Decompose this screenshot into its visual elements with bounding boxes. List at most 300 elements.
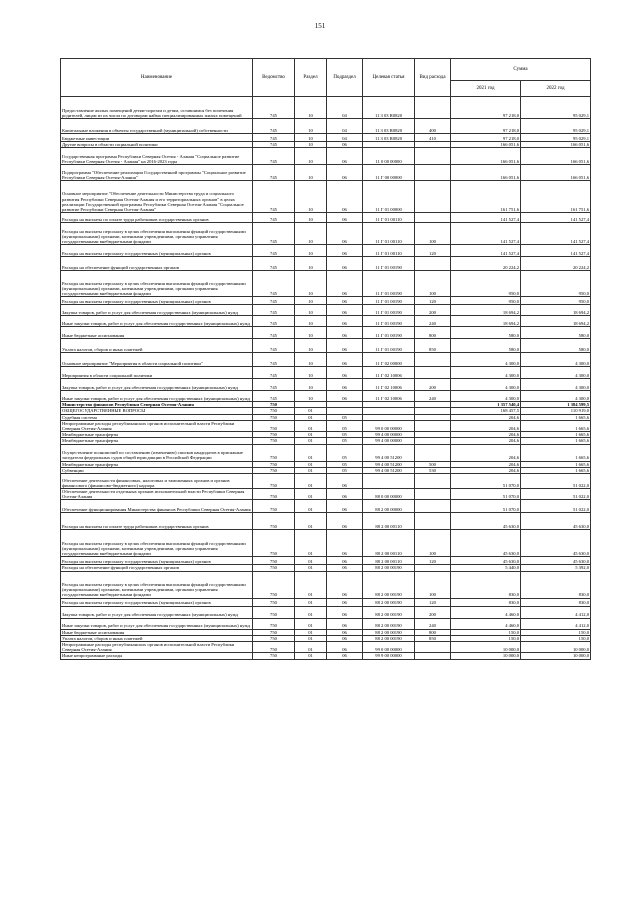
cell-name: Мероприятия в области социальной политики [61, 367, 253, 379]
cell-target: 11 3 03 R0820 [363, 134, 415, 142]
table-row [61, 97, 591, 119]
cell-sum-2021: 4 300,0 [451, 367, 521, 379]
cell-ministry: 750 [253, 444, 295, 461]
cell-target: 99 9 00 00000 [363, 653, 415, 659]
cell-ministry: 745 [253, 134, 295, 142]
cell-target: 88 2 00 00190 [363, 635, 415, 641]
cell-section: 10 [295, 257, 327, 271]
cell-sum-2022: 4 300,0 [521, 379, 591, 391]
cell-sum-2022: 5 392,0 [521, 565, 591, 571]
cell-subsection: 06 [327, 489, 363, 500]
cell-sum-2021: 4 300,0 [451, 353, 521, 367]
cell-expense-type: 120 [415, 557, 451, 565]
cell-name: Иные закупки товаров, работ и услуг для обеспечения государственных (муниципальных) нужд [61, 391, 253, 402]
cell-sum-2021: 18 694,2 [451, 316, 521, 327]
cell-expense-type: 100 [415, 223, 451, 245]
cell-sum-2021: 45 630,0 [451, 513, 521, 530]
table-row [61, 653, 591, 659]
cell-subsection: 05 [327, 461, 363, 467]
cell-section: 10 [295, 142, 327, 148]
cell-expense-type [415, 213, 451, 223]
cell-target: 11 3 03 R0820 [363, 119, 415, 134]
cell-expense-type [415, 420, 451, 431]
cell-subsection: 06 [327, 571, 363, 598]
cell-section: 01 [295, 598, 327, 606]
cell-ministry: 750 [253, 402, 295, 408]
cell-name: Предоставление жилых помещений детям-сиротам и детям, оставшимся без попечения родителей, лицам из их числа по договорам найма специализированных жилых помещений [61, 97, 253, 119]
table-row [61, 134, 591, 142]
cell-sum-2022: 110 919,0 [521, 408, 591, 414]
cell-expense-type [415, 474, 451, 489]
cell-name: Закупка товаров, работ и услуг для обеспечения государственных (муниципальных) нужд [61, 305, 253, 316]
cell-ministry: 750 [253, 598, 295, 606]
cell-section: 01 [295, 557, 327, 565]
table-row [61, 367, 591, 379]
cell-section: 10 [295, 391, 327, 402]
cell-subsection: 06 [327, 629, 363, 635]
cell-target: 99 4 00 51200 [363, 461, 415, 467]
cell-section: 10 [295, 379, 327, 391]
cell-expense-type: 240 [415, 391, 451, 402]
cell-section: 10 [295, 148, 327, 165]
cell-sum-2021: 97 218,0 [451, 134, 521, 142]
cell-name: Расходы на обеспечение функций государственных органов [61, 565, 253, 571]
cell-sum-2021: 51 070,0 [451, 474, 521, 489]
cell-section: 01 [295, 420, 327, 431]
cell-subsection: 06 [327, 271, 363, 297]
table-row [61, 257, 591, 271]
cell-expense-type: 500 [415, 461, 451, 467]
cell-sum-2022: 580,0 [521, 327, 591, 339]
cell-target: 88 2 00 00000 [363, 500, 415, 513]
cell-target: 11 Г 01 00190 [363, 327, 415, 339]
table-row [61, 148, 591, 165]
cell-target: 88 2 00 00190 [363, 571, 415, 598]
cell-expense-type: 100 [415, 571, 451, 598]
cell-subsection: 06 [327, 353, 363, 367]
cell-ministry: 750 [253, 635, 295, 641]
cell-ministry: 750 [253, 653, 295, 659]
cell-target [363, 474, 415, 489]
cell-sum-2022: 95 029,1 [521, 119, 591, 134]
cell-target: 88 2 00 00190 [363, 618, 415, 629]
cell-sum-2021: 97 218,0 [451, 119, 521, 134]
cell-section: 01 [295, 461, 327, 467]
cell-sum-2021: 4 300,0 [451, 391, 521, 402]
cell-target: 99 4 00 00000 [363, 438, 415, 444]
cell-name: Непрограммные расходы республиканских органов исполнительной власти Республики Северная Осетия-Алания [61, 420, 253, 431]
cell-ministry: 750 [253, 500, 295, 513]
cell-ministry: 745 [253, 316, 295, 327]
table-row [61, 213, 591, 223]
cell-subsection: 06 [327, 379, 363, 391]
cell-sum-2022: 950,0 [521, 271, 591, 297]
cell-ministry: 745 [253, 142, 295, 148]
cell-target: 88 2 00 00190 [363, 629, 415, 635]
cell-section: 01 [295, 474, 327, 489]
table-row [61, 489, 591, 500]
cell-sum-2021: 166 051,6 [451, 165, 521, 181]
cell-sum-2021: 830,0 [451, 571, 521, 598]
cell-sum-2022: 45 630,0 [521, 557, 591, 565]
cell-section: 01 [295, 642, 327, 653]
cell-name: Подпрограмма "Обеспечение реализации Государственной программы "Социальное развитие Республики Северная Осетия-Алания" [61, 165, 253, 181]
cell-expense-type: 240 [415, 316, 451, 327]
cell-ministry: 745 [253, 97, 295, 119]
cell-name: Субвенции [61, 467, 253, 473]
cell-sum-2022: 45 630,0 [521, 530, 591, 557]
table-row [61, 305, 591, 316]
cell-name: ОБЩЕГОСУДАРСТВЕННЫЕ ВОПРОСЫ [61, 408, 253, 414]
cell-sum-2021: 166 051,6 [451, 148, 521, 165]
col-header-sum: Сумма [451, 59, 591, 81]
cell-sum-2022: 830,0 [521, 571, 591, 598]
cell-ministry: 745 [253, 339, 295, 353]
cell-expense-type: 240 [415, 618, 451, 629]
cell-sum-2021: 204,6 [451, 414, 521, 420]
table-row [61, 316, 591, 327]
cell-expense-type: 800 [415, 629, 451, 635]
cell-name: Расходы на выплаты по оплате труда работников государственных органов [61, 213, 253, 223]
table-row [61, 297, 591, 305]
cell-sum-2022: 166 051,6 [521, 148, 591, 165]
cell-name: Уплата налогов, сборов и иных платежей [61, 339, 253, 353]
cell-section: 10 [295, 305, 327, 316]
cell-target: 11 3 03 R0820 [363, 97, 415, 119]
table-row [61, 557, 591, 565]
cell-sum-2021: 204,6 [451, 444, 521, 461]
cell-name: Иные бюджетные ассигнования [61, 629, 253, 635]
cell-ministry: 750 [253, 432, 295, 438]
cell-sum-2021: 161 751,6 [451, 181, 521, 213]
cell-ministry: 750 [253, 420, 295, 431]
cell-ministry: 745 [253, 379, 295, 391]
cell-subsection: 06 [327, 339, 363, 353]
cell-section: 10 [295, 165, 327, 181]
table-row [61, 618, 591, 629]
cell-section: 01 [295, 571, 327, 598]
cell-sum-2022: 1 384 599,5 [521, 402, 591, 408]
cell-name: Иные закупки товаров, работ и услуг для обеспечения государственных (муниципальных) нужд [61, 618, 253, 629]
cell-target: 11 Г 01 00190 [363, 305, 415, 316]
cell-section: 10 [295, 245, 327, 257]
cell-target: 11 Г 02 10006 [363, 391, 415, 402]
col-header-section: Раздел [295, 59, 327, 97]
cell-ministry: 745 [253, 148, 295, 165]
cell-ministry: 750 [253, 513, 295, 530]
cell-subsection: 06 [327, 598, 363, 606]
cell-sum-2021: 580,0 [451, 339, 521, 353]
cell-sum-2022: 141 527,4 [521, 245, 591, 257]
cell-sum-2022: 141 527,4 [521, 213, 591, 223]
cell-sum-2021: 51 070,0 [451, 500, 521, 513]
cell-subsection: 06 [327, 606, 363, 618]
cell-subsection: 06 [327, 316, 363, 327]
cell-sum-2022: 4 300,0 [521, 367, 591, 379]
cell-expense-type: 120 [415, 598, 451, 606]
table-row [61, 165, 591, 181]
cell-sum-2022: 51 022,0 [521, 500, 591, 513]
cell-name: Закупка товаров, работ и услуг для обеспечения государственных (муниципальных) нужд [61, 379, 253, 391]
cell-sum-2022: 4 300,0 [521, 391, 591, 402]
cell-subsection: 06 [327, 305, 363, 316]
cell-expense-type: 200 [415, 606, 451, 618]
cell-subsection: 05 [327, 467, 363, 473]
cell-sum-2022: 1 665,6 [521, 420, 591, 431]
cell-subsection: 06 [327, 618, 363, 629]
cell-sum-2021: 5 440,0 [451, 565, 521, 571]
cell-ministry: 750 [253, 530, 295, 557]
cell-name: Осуществление полномочий по составлению (изменению) списков кандидатов в присяжные заседатели федеральных судов общей юрисдикции в Российской Федерации [61, 444, 253, 461]
table-row [61, 379, 591, 391]
cell-target: 11 0 00 00000 [363, 148, 415, 165]
cell-section: 10 [295, 223, 327, 245]
cell-subsection: 05 [327, 420, 363, 431]
cell-section: 10 [295, 271, 327, 297]
cell-sum-2022: 10 000,0 [521, 642, 591, 653]
cell-ministry: 745 [253, 327, 295, 339]
cell-name: Расходы на выплаты по оплате труда работников государственных органов [61, 513, 253, 530]
cell-sum-2021: 950,0 [451, 297, 521, 305]
table-row [61, 339, 591, 353]
cell-name: Иные бюджетные ассигнования [61, 327, 253, 339]
cell-sum-2022: 18 694,2 [521, 305, 591, 316]
cell-name: Непрограммные расходы республиканских органов исполнительной власти Республики Северная Осетия-Алания [61, 642, 253, 653]
cell-subsection: 06 [327, 223, 363, 245]
cell-subsection: 06 [327, 213, 363, 223]
cell-subsection: 05 [327, 432, 363, 438]
cell-ministry: 745 [253, 119, 295, 134]
cell-expense-type: 100 [415, 271, 451, 297]
cell-section: 01 [295, 606, 327, 618]
cell-sum-2021: 950,0 [451, 271, 521, 297]
cell-target: 88 2 00 00110 [363, 513, 415, 530]
cell-subsection: 06 [327, 165, 363, 181]
cell-target: 99 0 00 00000 [363, 642, 415, 653]
cell-expense-type: 120 [415, 297, 451, 305]
cell-ministry: 750 [253, 414, 295, 420]
cell-subsection: 06 [327, 635, 363, 641]
cell-sum-2022: 166 051,6 [521, 165, 591, 181]
col-header-year2: 2022 год [521, 81, 591, 97]
cell-expense-type [415, 257, 451, 271]
cell-section: 10 [295, 97, 327, 119]
cell-section: 10 [295, 339, 327, 353]
cell-sum-2021: 45 630,0 [451, 557, 521, 565]
table-row [61, 181, 591, 213]
cell-ministry: 750 [253, 629, 295, 635]
cell-subsection: 06 [327, 557, 363, 565]
page-number: 151 [314, 22, 326, 30]
cell-section: 10 [295, 367, 327, 379]
cell-sum-2021: 150,0 [451, 629, 521, 635]
table-row [61, 119, 591, 134]
cell-sum-2021: 45 630,0 [451, 530, 521, 557]
cell-target: 11 Г 01 00190 [363, 339, 415, 353]
table-row [61, 606, 591, 618]
cell-sum-2021: 10 000,0 [451, 642, 521, 653]
cell-sum-2021: 18 694,2 [451, 305, 521, 316]
cell-sum-2021: 166 051,6 [451, 142, 521, 148]
cell-ministry: 745 [253, 305, 295, 316]
cell-section: 01 [295, 635, 327, 641]
cell-name: Расходы на выплаты персоналу государственных (муниципальных) органов [61, 245, 253, 257]
cell-sum-2022: 950,0 [521, 297, 591, 305]
cell-expense-type [415, 642, 451, 653]
cell-section: 01 [295, 618, 327, 629]
cell-section: 01 [295, 489, 327, 500]
cell-subsection: 04 [327, 119, 363, 134]
cell-expense-type: 200 [415, 305, 451, 316]
cell-expense-type: 100 [415, 530, 451, 557]
cell-sum-2022: 20 224,2 [521, 257, 591, 271]
cell-section: 01 [295, 438, 327, 444]
cell-section: 01 [295, 414, 327, 420]
cell-ministry: 745 [253, 257, 295, 271]
cell-sum-2022: 1 665,6 [521, 444, 591, 461]
cell-subsection: 04 [327, 134, 363, 142]
cell-ministry: 750 [253, 642, 295, 653]
cell-expense-type [415, 353, 451, 367]
cell-subsection: 06 [327, 367, 363, 379]
cell-sum-2021: 204,6 [451, 438, 521, 444]
cell-target: 11 Г 01 00190 [363, 257, 415, 271]
cell-ministry: 750 [253, 467, 295, 473]
cell-sum-2022: 141 527,4 [521, 223, 591, 245]
cell-target: 11 Г 00 00000 [363, 165, 415, 181]
cell-target: 99 4 00 00000 [363, 432, 415, 438]
cell-sum-2022: 1 665,6 [521, 432, 591, 438]
table-row [61, 420, 591, 431]
cell-target: 11 Г 02 00000 [363, 353, 415, 367]
table-row [61, 327, 591, 339]
cell-sum-2021: 830,0 [451, 598, 521, 606]
cell-ministry: 750 [253, 557, 295, 565]
cell-name: Государственная программа Республики Северная Осетия - Алания "Социальное развитие Республики Северная Осетия - Алания" на 2016-2023 годы [61, 148, 253, 165]
cell-ministry: 750 [253, 438, 295, 444]
cell-sum-2022: 1 665,6 [521, 438, 591, 444]
cell-sum-2022: 51 022,0 [521, 474, 591, 489]
cell-subsection: 06 [327, 474, 363, 489]
cell-name: Министерство финансов Республики Северная Осетия-Алания [61, 402, 253, 408]
cell-target: 99 0 00 00000 [363, 420, 415, 431]
cell-expense-type [415, 97, 451, 119]
cell-target: 11 Г 01 00190 [363, 271, 415, 297]
cell-expense-type: 410 [415, 134, 451, 142]
cell-ministry: 750 [253, 408, 295, 414]
cell-ministry: 750 [253, 571, 295, 598]
cell-name: Расходы на выплаты персоналу в целях обеспечения выполнения функций государственными (муниципальными) органами, казенными учреждениями, органами управления государственными внебюджетными фондами [61, 271, 253, 297]
cell-sum-2021: 10 000,0 [451, 653, 521, 659]
cell-section: 10 [295, 353, 327, 367]
cell-target: 88 0 00 00000 [363, 489, 415, 500]
cell-sum-2022: 95 029,1 [521, 134, 591, 142]
cell-subsection: 06 [327, 653, 363, 659]
cell-ministry: 745 [253, 165, 295, 181]
cell-sum-2022: 830,0 [521, 598, 591, 606]
col-header-expense-type: Вид расхода [415, 59, 451, 97]
cell-target: 88 2 00 00190 [363, 565, 415, 571]
cell-ministry: 750 [253, 618, 295, 629]
cell-expense-type [415, 148, 451, 165]
cell-section: 01 [295, 653, 327, 659]
cell-section: 01 [295, 530, 327, 557]
col-header-ministry: Ведомство [253, 59, 295, 97]
cell-target: 11 Г 01 00110 [363, 213, 415, 223]
cell-subsection: 06 [327, 181, 363, 213]
cell-sum-2022: 150,0 [521, 629, 591, 635]
cell-expense-type [415, 513, 451, 530]
cell-subsection: 06 [327, 500, 363, 513]
cell-sum-2022: 150,0 [521, 635, 591, 641]
cell-section: 01 [295, 408, 327, 414]
cell-sum-2022: 51 022,0 [521, 489, 591, 500]
cell-name: Уплата налогов, сборов и иных платежей [61, 635, 253, 641]
cell-section: 01 [295, 565, 327, 571]
cell-target: 88 2 00 00110 [363, 557, 415, 565]
cell-subsection: 06 [327, 148, 363, 165]
table-row [61, 598, 591, 606]
cell-section: 01 [295, 500, 327, 513]
cell-subsection: 06 [327, 565, 363, 571]
cell-expense-type [415, 165, 451, 181]
cell-name: Иные закупки товаров, работ и услуг для обеспечения государственных (муниципальных) нужд [61, 316, 253, 327]
cell-name: Обеспечение деятельности финансовых, налоговых и таможенных органов и органов финансового (финансово-бюджетного) надзора [61, 474, 253, 489]
cell-target: 11 Г 01 00190 [363, 297, 415, 305]
cell-subsection: 06 [327, 391, 363, 402]
cell-sum-2022: 1 665,6 [521, 414, 591, 420]
cell-subsection: 05 [327, 444, 363, 461]
cell-section: 01 [295, 432, 327, 438]
cell-expense-type: 530 [415, 467, 451, 473]
cell-ministry: 750 [253, 461, 295, 467]
table-row [61, 571, 591, 598]
table-row [61, 391, 591, 402]
cell-ministry: 745 [253, 271, 295, 297]
cell-name: Расходы на выплаты персоналу государственных (муниципальных) органов [61, 598, 253, 606]
cell-target: 99 4 00 51200 [363, 467, 415, 473]
cell-sum-2021: 4 300,0 [451, 379, 521, 391]
cell-target: 11 Г 02 10006 [363, 379, 415, 391]
table-row [61, 500, 591, 513]
cell-name: Другие вопросы в области социальной политики [61, 142, 253, 148]
cell-target: 88 2 00 00190 [363, 598, 415, 606]
cell-section: 10 [295, 327, 327, 339]
cell-subsection: 06 [327, 530, 363, 557]
cell-name: Иные непрограммные расходы [61, 653, 253, 659]
cell-expense-type [415, 181, 451, 213]
cell-target: 11 Г 01 00110 [363, 245, 415, 257]
cell-target: 88 2 00 00110 [363, 530, 415, 557]
cell-sum-2021: 4 460,0 [451, 618, 521, 629]
cell-target: 99 4 00 51200 [363, 444, 415, 461]
cell-ministry: 745 [253, 297, 295, 305]
cell-target: 11 Г 01 00110 [363, 223, 415, 245]
cell-subsection: 06 [327, 642, 363, 653]
cell-sum-2022: 161 751,6 [521, 181, 591, 213]
cell-expense-type: 120 [415, 245, 451, 257]
cell-section: 01 [295, 444, 327, 461]
cell-name: Расходы на обеспечение функций государственных органов [61, 257, 253, 271]
cell-sum-2022: 18 694,2 [521, 316, 591, 327]
cell-name: Капитальные вложения в объекты государственной (муниципальной) собственности [61, 119, 253, 134]
cell-name: Основное мероприятие "Мероприятия в области социальной политики" [61, 353, 253, 367]
cell-expense-type [415, 367, 451, 379]
cell-sum-2022: 1 665,6 [521, 461, 591, 467]
cell-expense-type: 200 [415, 379, 451, 391]
cell-target: 88 2 00 00190 [363, 606, 415, 618]
cell-sum-2021: 141 527,4 [451, 223, 521, 245]
